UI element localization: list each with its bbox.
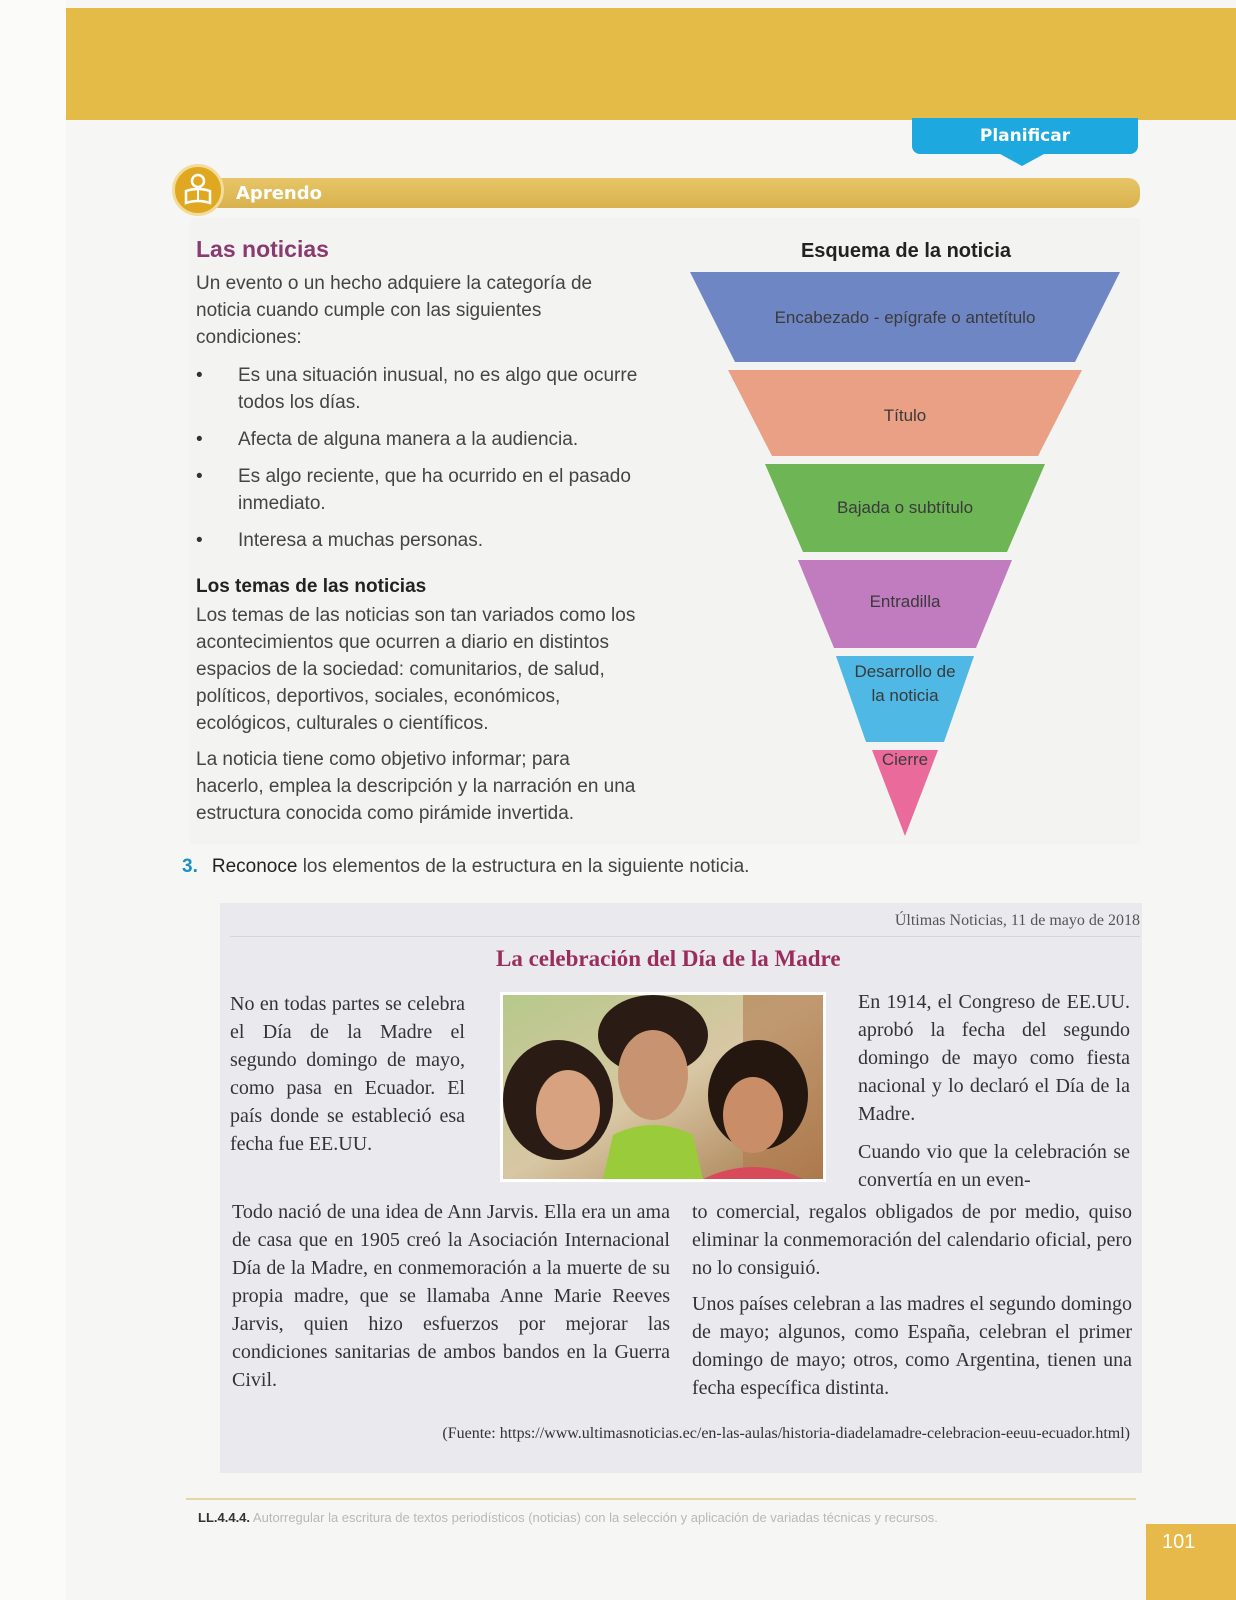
divider bbox=[230, 936, 1140, 937]
section-heading: Las noticias bbox=[196, 236, 329, 262]
pyramid-label: Cierre bbox=[881, 750, 929, 769]
exercise-verb: Reconoce bbox=[211, 856, 298, 877]
pyramid-label: Bajada o subtítulo bbox=[836, 498, 974, 517]
list-item: • Es algo reciente, que ha ocurrido en el pasado inmediato. bbox=[196, 463, 646, 517]
article-column-3: Todo nació de una idea de Ann Jarvis. Ella era un ama de casa que en 1905 creó la Asociación Internacional Día de la Madre, en conmemoración a la muerte de su propia madre, que se llamaba Anne Marie Reeves Jarvis, quien hizo esfuerzos por mejorar las condiciones sanitarias de ambos bandos en la Guerra Civil. bbox=[232, 1201, 670, 1391]
pyramid-label: Entradilla bbox=[869, 592, 941, 611]
article-paragraph: En 1914, el Congreso de EE.UU. aprobó la fecha del segundo domingo de mayo como fiesta nacional y lo declaró el Día de la Madre. bbox=[858, 991, 1130, 1125]
tab-pointer bbox=[1000, 154, 1044, 166]
skill-code bbox=[198, 1510, 938, 1525]
list-item: • Es una situación inusual, no es algo que ocurre todos los días. bbox=[196, 362, 646, 416]
article-column-2 bbox=[858, 988, 1130, 1194]
exercise-text: los elementos de la estructura en la siguiente noticia. bbox=[297, 856, 750, 877]
schema-title: Esquema de la noticia bbox=[800, 240, 1012, 262]
list-item: • Interesa a muchas personas. bbox=[196, 527, 646, 554]
news-source: (Fuente: https://www.ultimasnoticias.ec/en-las-aulas/historia-diadelamadre-celebracion-eeuu-ecuador.html) bbox=[442, 1425, 1130, 1442]
footer-divider bbox=[186, 1498, 1136, 1500]
skill-code-text: Autorregular la escritura de textos periodísticos (noticias) con la selección y aplicación de variadas técnicas y recursos. bbox=[250, 1510, 938, 1525]
conditions-list bbox=[196, 362, 646, 564]
pyramid-label: Desarrollo de la noticia bbox=[854, 662, 956, 705]
news-dateline: Últimas Noticias, 11 de mayo de 2018 bbox=[894, 912, 1140, 929]
news-headline: La celebración del Día de la Madre bbox=[496, 946, 841, 971]
pyramid-label: Encabezado - epígrafe o antetítulo bbox=[774, 308, 1036, 327]
exercise-number: 3. bbox=[182, 856, 198, 877]
objetivo-paragraph: La noticia tiene como objetivo informar; para hacerlo, emplea la descripción y la narración en una estructura conocida como pirámide invertida. bbox=[196, 749, 636, 824]
exercise-instruction bbox=[182, 856, 749, 878]
subheading-temas: Los temas de las noticias bbox=[196, 576, 427, 597]
article-column-4: to comercial, regalos obligados de por medio, quiso eliminar la conmemoración del calendario oficial, pero no lo consiguió. bbox=[692, 1201, 1132, 1279]
page-number: 101 bbox=[1146, 1524, 1236, 1600]
temas-paragraph: Los temas de las noticias son tan variados como los acontecimientos que ocurren a diario en distintos espacios de la sociedad: comunitarios, de salud, políticos, deportivos, sociales, económicos, ecológicos, culturales o científicos. bbox=[196, 605, 636, 734]
article-column-1: No en todas partes se celebra el Día de la Madre el segundo domingo de mayo, como pasa en Ecuador. El país donde se estableció esa fecha fue EE.UU. bbox=[230, 993, 465, 1155]
intro-paragraph: Un evento o un hecho adquiere la categoría de noticia cuando cumple con las siguientes condiciones: bbox=[196, 273, 593, 348]
pyramid-label: Título bbox=[883, 406, 927, 425]
article-column-5: Unos países celebran a las madres el segundo domingo de mayo; algunos, como España, celebran el primer domingo de mayo; otros, como Argentina, tienen una fecha específica distinta. bbox=[692, 1293, 1132, 1399]
header-band bbox=[66, 8, 1236, 120]
reader-icon bbox=[172, 164, 224, 216]
mothers-day-photo bbox=[500, 992, 826, 1182]
article-paragraph: Cuando vio que la celebración se convertía en un even- bbox=[858, 1141, 1130, 1191]
tab-planificar: Planificar bbox=[912, 118, 1138, 154]
page-margin bbox=[0, 0, 66, 1600]
section-label: Aprendo bbox=[236, 183, 322, 204]
section-bar bbox=[196, 178, 1140, 208]
skill-code-id: LL.4.4.4. bbox=[198, 1510, 251, 1525]
list-item: • Afecta de alguna manera a la audiencia. bbox=[196, 426, 646, 453]
